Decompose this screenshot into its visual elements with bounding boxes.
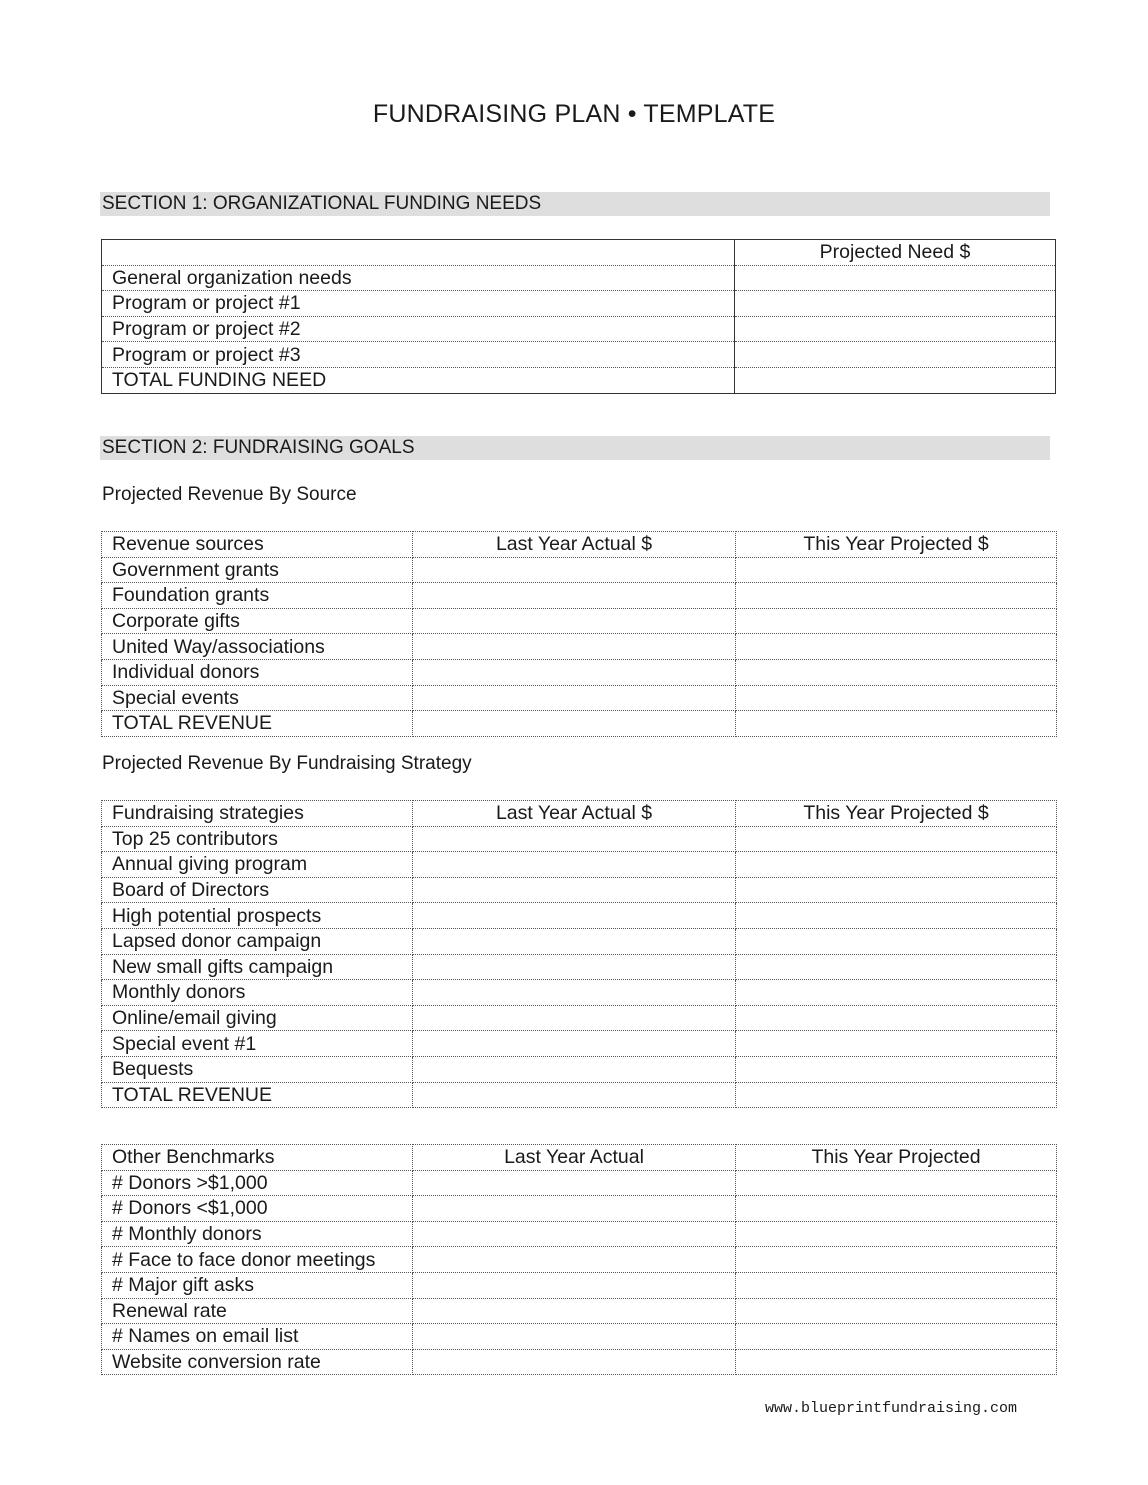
table-row xyxy=(102,367,1056,393)
value-cell[interactable] xyxy=(413,928,736,954)
value-cell[interactable] xyxy=(736,928,1057,954)
value-cell[interactable] xyxy=(413,1272,736,1298)
value-cell[interactable] xyxy=(735,265,1056,291)
value-cell[interactable] xyxy=(736,608,1057,634)
section-1-heading: SECTION 1: ORGANIZATIONAL FUNDING NEEDS xyxy=(100,192,1050,216)
row-label: Board of Directors xyxy=(102,877,413,903)
value-cell[interactable] xyxy=(735,342,1056,368)
value-cell[interactable] xyxy=(413,1196,736,1222)
value-cell[interactable] xyxy=(736,877,1057,903)
table-row xyxy=(102,1272,1057,1298)
value-cell[interactable] xyxy=(413,1221,736,1247)
row-label: Online/email giving xyxy=(102,1005,413,1031)
row-label: Website conversion rate xyxy=(102,1349,413,1375)
table-row xyxy=(102,903,1057,929)
table-row xyxy=(102,826,1057,852)
value-cell[interactable] xyxy=(413,1324,736,1350)
row-label: Top 25 contributors xyxy=(102,826,413,852)
header-cell: Last Year Actual $ xyxy=(413,801,736,827)
value-cell[interactable] xyxy=(736,711,1057,737)
value-cell[interactable] xyxy=(735,316,1056,342)
table-row xyxy=(102,1031,1057,1057)
value-cell[interactable] xyxy=(736,954,1057,980)
table-row xyxy=(102,685,1057,711)
value-cell[interactable] xyxy=(413,1005,736,1031)
table-row xyxy=(102,1196,1057,1222)
value-cell[interactable] xyxy=(736,1056,1057,1082)
value-cell[interactable] xyxy=(413,1298,736,1324)
value-cell[interactable] xyxy=(413,685,736,711)
value-cell[interactable] xyxy=(736,852,1057,878)
row-label: Program or project #3 xyxy=(102,342,735,368)
funding-needs-table xyxy=(101,239,1056,394)
value-cell[interactable] xyxy=(413,1031,736,1057)
table-row xyxy=(102,711,1057,737)
row-label: Annual giving program xyxy=(102,852,413,878)
value-cell[interactable] xyxy=(413,903,736,929)
row-label: Corporate gifts xyxy=(102,608,413,634)
header-cell: Last Year Actual xyxy=(413,1145,736,1171)
header-cell: Revenue sources xyxy=(102,532,413,558)
table-row xyxy=(102,608,1057,634)
revenue-by-source-table xyxy=(101,531,1057,737)
table-row xyxy=(102,980,1057,1006)
row-label: TOTAL FUNDING NEED xyxy=(102,367,735,393)
value-cell[interactable] xyxy=(413,583,736,609)
table-row xyxy=(102,342,1056,368)
value-cell[interactable] xyxy=(736,1247,1057,1273)
revenue-by-source-subheading: Projected Revenue By Source xyxy=(102,484,357,505)
value-cell[interactable] xyxy=(736,903,1057,929)
value-cell[interactable] xyxy=(413,954,736,980)
table-row xyxy=(102,291,1056,317)
header-cell xyxy=(102,240,735,266)
value-cell[interactable] xyxy=(736,1082,1057,1108)
table-row xyxy=(102,1298,1057,1324)
value-cell[interactable] xyxy=(413,980,736,1006)
table-row xyxy=(102,1056,1057,1082)
value-cell[interactable] xyxy=(736,1324,1057,1350)
row-label: United Way/associations xyxy=(102,634,413,660)
value-cell[interactable] xyxy=(413,1349,736,1375)
value-cell[interactable] xyxy=(413,1247,736,1273)
row-label: # Monthly donors xyxy=(102,1221,413,1247)
row-label: Bequests xyxy=(102,1056,413,1082)
value-cell[interactable] xyxy=(736,1005,1057,1031)
header-cell: This Year Projected $ xyxy=(736,801,1057,827)
section-2-heading: SECTION 2: FUNDRAISING GOALS xyxy=(100,436,1050,460)
table-row xyxy=(102,954,1057,980)
row-label: Program or project #2 xyxy=(102,316,735,342)
table-header-row xyxy=(102,532,1057,558)
value-cell[interactable] xyxy=(736,1196,1057,1222)
revenue-by-strategy-subheading: Projected Revenue By Fundraising Strategy xyxy=(102,753,472,774)
table-row xyxy=(102,1170,1057,1196)
row-label: Program or project #1 xyxy=(102,291,735,317)
row-label: TOTAL REVENUE xyxy=(102,1082,413,1108)
value-cell[interactable] xyxy=(736,583,1057,609)
value-cell[interactable] xyxy=(413,877,736,903)
row-label: Foundation grants xyxy=(102,583,413,609)
table-row xyxy=(102,634,1057,660)
header-cell: Fundraising strategies xyxy=(102,801,413,827)
other-benchmarks-table xyxy=(101,1144,1057,1375)
value-cell[interactable] xyxy=(413,1170,736,1196)
row-label: High potential prospects xyxy=(102,903,413,929)
value-cell[interactable] xyxy=(736,1170,1057,1196)
value-cell[interactable] xyxy=(413,634,736,660)
table-row xyxy=(102,1349,1057,1375)
value-cell[interactable] xyxy=(413,711,736,737)
value-cell[interactable] xyxy=(413,1056,736,1082)
row-label: # Major gift asks xyxy=(102,1272,413,1298)
table-row xyxy=(102,1221,1057,1247)
value-cell[interactable] xyxy=(413,557,736,583)
revenue-by-strategy-table xyxy=(101,800,1057,1108)
table-row xyxy=(102,1005,1057,1031)
row-label: Renewal rate xyxy=(102,1298,413,1324)
value-cell[interactable] xyxy=(736,1298,1057,1324)
value-cell[interactable] xyxy=(413,852,736,878)
table-row xyxy=(102,928,1057,954)
value-cell[interactable] xyxy=(736,685,1057,711)
header-cell: Last Year Actual $ xyxy=(413,532,736,558)
table-row xyxy=(102,265,1056,291)
value-cell[interactable] xyxy=(736,1031,1057,1057)
table-row xyxy=(102,659,1057,685)
table-row xyxy=(102,583,1057,609)
value-cell[interactable] xyxy=(736,1221,1057,1247)
value-cell[interactable] xyxy=(413,826,736,852)
header-cell: This Year Projected xyxy=(736,1145,1057,1171)
row-label: # Donors >$1,000 xyxy=(102,1170,413,1196)
table-row xyxy=(102,1247,1057,1273)
value-cell[interactable] xyxy=(735,367,1056,393)
value-cell[interactable] xyxy=(736,634,1057,660)
value-cell[interactable] xyxy=(736,557,1057,583)
table-row xyxy=(102,557,1057,583)
row-label: Monthly donors xyxy=(102,980,413,1006)
header-cell: Projected Need $ xyxy=(735,240,1056,266)
table-header-row xyxy=(102,1145,1057,1171)
value-cell[interactable] xyxy=(736,1349,1057,1375)
value-cell[interactable] xyxy=(736,980,1057,1006)
value-cell[interactable] xyxy=(413,659,736,685)
row-label: # Face to face donor meetings xyxy=(102,1247,413,1273)
row-label: # Donors <$1,000 xyxy=(102,1196,413,1222)
value-cell[interactable] xyxy=(413,608,736,634)
table-row xyxy=(102,1324,1057,1350)
header-cell: Other Benchmarks xyxy=(102,1145,413,1171)
header-cell: This Year Projected $ xyxy=(736,532,1057,558)
row-label: Lapsed donor campaign xyxy=(102,928,413,954)
row-label: General organization needs xyxy=(102,265,735,291)
row-label: # Names on email list xyxy=(102,1324,413,1350)
document-title: FUNDRAISING PLAN • TEMPLATE xyxy=(372,100,776,128)
value-cell[interactable] xyxy=(736,826,1057,852)
table-header-row xyxy=(102,801,1057,827)
value-cell[interactable] xyxy=(413,1082,736,1108)
footer-url: www.blueprintfundraising.com xyxy=(765,1400,1018,1417)
table-header-row xyxy=(102,240,1056,266)
table-row xyxy=(102,877,1057,903)
row-label: TOTAL REVENUE xyxy=(102,711,413,737)
row-label: New small gifts campaign xyxy=(102,954,413,980)
table-row xyxy=(102,1082,1057,1108)
row-label: Individual donors xyxy=(102,659,413,685)
table-row xyxy=(102,852,1057,878)
value-cell[interactable] xyxy=(735,291,1056,317)
row-label: Government grants xyxy=(102,557,413,583)
row-label: Special event #1 xyxy=(102,1031,413,1057)
value-cell[interactable] xyxy=(736,1272,1057,1298)
row-label: Special events xyxy=(102,685,413,711)
table-row xyxy=(102,316,1056,342)
value-cell[interactable] xyxy=(736,659,1057,685)
